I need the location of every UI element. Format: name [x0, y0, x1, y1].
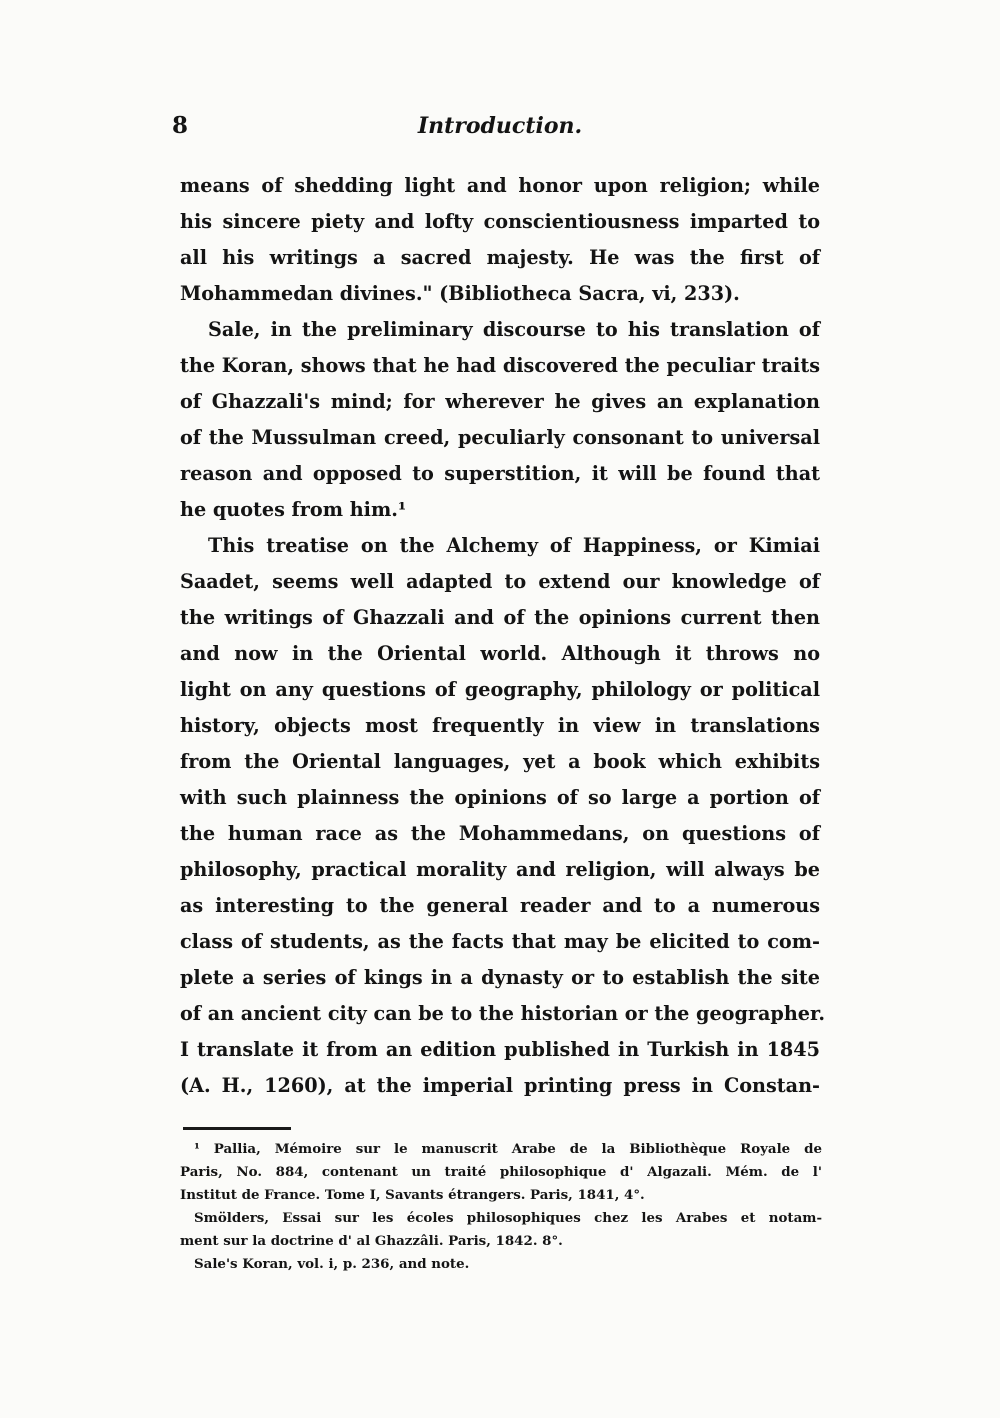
body-line: of Ghazzali's mind; for wherever he gives an explanation	[180, 390, 820, 413]
page-number: 8	[172, 112, 189, 139]
body-line: reason and opposed to superstition, it will be found that	[180, 462, 820, 485]
body-line: all his writings a sacred majesty. He was the first of	[180, 246, 820, 269]
footnote-line: Paris, No. 884, contenant un traité philosophique d' Algazali. Mém. de l'	[180, 1164, 822, 1180]
body-line: with such plainness the opinions of so large a portion of	[180, 786, 820, 809]
body-line: he quotes from him.¹	[180, 498, 407, 521]
body-line: (A. H., 1260), at the imperial printing press in Constan-	[180, 1074, 820, 1097]
body-line: as interesting to the general reader and to a numerous	[180, 894, 820, 917]
body-line: Mohammedan divines." (Bibliotheca Sacra, vi, 233).	[180, 282, 740, 305]
body-text	[180, 168, 826, 1104]
body-line: Sale, in the preliminary discourse to his translation of	[208, 318, 820, 341]
body-line: and now in the Oriental world. Although it throws no	[180, 642, 820, 665]
body-line: the Koran, shows that he had discovered the peculiar traits	[180, 354, 820, 377]
body-line: plete a series of kings in a dynasty or to establish the site	[180, 966, 820, 989]
body-line: from the Oriental languages, yet a book which exhibits	[180, 750, 820, 773]
body-line: Saadet, seems well adapted to extend our knowledge of	[180, 570, 820, 593]
body-line: of the Mussulman creed, peculiarly consonant to universal	[180, 426, 820, 449]
page-header	[0, 112, 1000, 152]
footnote-line: Sale's Koran, vol. i, p. 236, and note.	[194, 1256, 470, 1272]
footnote-line: Smölders, Essai sur les écoles philosophiques chez les Arabes et notam-	[194, 1210, 822, 1226]
footnote-divider	[183, 1127, 291, 1130]
body-line: his sincere piety and lofty conscientiousness imparted to	[180, 210, 820, 233]
body-line: class of students, as the facts that may be elicited to com-	[180, 930, 820, 953]
body-line: light on any questions of geography, philology or political	[180, 678, 820, 701]
footnotes	[180, 1138, 822, 1276]
body-line: the writings of Ghazzali and of the opinions current then	[180, 606, 820, 629]
body-line: history, objects most frequently in view in translations	[180, 714, 820, 737]
body-line: the human race as the Mohammedans, on questions of	[180, 822, 820, 845]
body-line: of an ancient city can be to the historian or the geographer.	[180, 1002, 826, 1025]
footnote-line: ¹ Pallia, Mémoire sur le manuscrit Arabe de la Bibliothèque Royale de	[194, 1141, 822, 1157]
footnote-line: ment sur la doctrine d' al Ghazzâli. Paris, 1842. 8°.	[180, 1233, 563, 1249]
body-line: This treatise on the Alchemy of Happiness, or Kimiai	[208, 534, 820, 557]
body-line: means of shedding light and honor upon religion; while	[180, 174, 820, 197]
footnote-line: Institut de France. Tome I, Savants étrangers. Paris, 1841, 4°.	[180, 1187, 645, 1203]
running-title: Introduction.	[417, 113, 583, 139]
body-line: I translate it from an edition published in Turkish in 1845	[180, 1038, 820, 1061]
body-line: philosophy, practical morality and religion, will always be	[180, 858, 820, 881]
